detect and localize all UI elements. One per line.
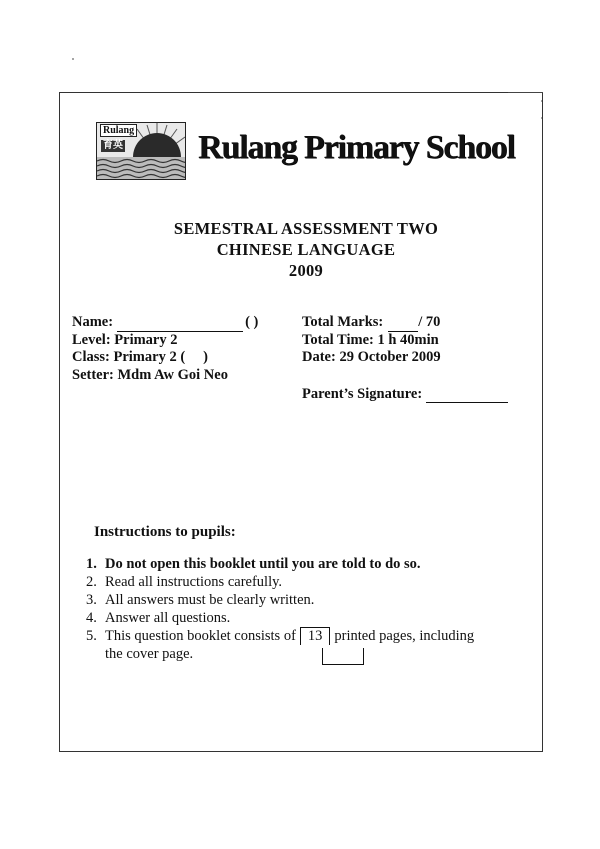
instruction-number: 2. (86, 574, 97, 590)
class-close-paren: ) (203, 349, 208, 365)
date-row: Date: 29 October 2009 (302, 349, 441, 365)
logo-text-chinese: 育英 (103, 140, 123, 151)
parent-signature-row (302, 386, 508, 403)
total-time-row: Total Time: 1 h 40min (302, 331, 439, 348)
instruction-item-continuation (86, 645, 536, 663)
name-row (72, 314, 258, 332)
name-blank[interactable] (117, 319, 243, 332)
instruction-number: 1. (86, 556, 97, 572)
school-name: Rulang Primary School (198, 129, 515, 166)
instruction-item (86, 591, 536, 609)
instruction-text: the cover page. (105, 646, 194, 662)
instruction-item (86, 627, 536, 645)
logo-text-english: Rulang (100, 124, 137, 137)
exam-details (302, 314, 441, 367)
instruction-text: All answers must be clearly written. (105, 592, 315, 608)
instruction-number: 3. (86, 592, 97, 608)
frame-tick (508, 92, 543, 96)
instructions-heading: Instructions to pupils: (94, 524, 236, 540)
scan-speck (72, 58, 74, 60)
instruction-text: Read all instructions carefully. (105, 574, 283, 590)
instructions-list (86, 555, 536, 663)
title-line-assessment: SEMESTRAL ASSESSMENT TWO (173, 219, 439, 238)
level-row: Level: Primary 2 (72, 331, 178, 348)
page-count-box: 13 (300, 627, 331, 645)
instruction-text: This question booklet consists of (105, 628, 296, 644)
total-marks-value: / 70 (418, 314, 441, 330)
class-label: Class: Primary 2 ( (72, 349, 186, 365)
title-line-subject: CHINESE LANGUAGE (216, 240, 396, 259)
page-count-box-bottom (322, 648, 364, 665)
parent-signature-blank[interactable] (426, 390, 508, 403)
assessment-title (0, 218, 600, 281)
total-marks-blank[interactable] (388, 319, 418, 332)
instruction-item (86, 555, 536, 573)
instruction-text: Do not open this booklet until you are told to do so. (105, 556, 421, 572)
class-row (72, 349, 258, 367)
total-marks-label: Total Marks: (302, 314, 384, 330)
index-number-paren: ( ) (245, 314, 259, 330)
instruction-text: Answer all questions. (105, 610, 231, 626)
pupil-details (72, 314, 258, 384)
setter-row: Setter: Mdm Aw Goi Neo (72, 366, 228, 383)
parent-signature-label: Parent’s Signature: (302, 386, 423, 402)
total-marks-row (302, 314, 441, 332)
instruction-number: 4. (86, 610, 97, 626)
school-logo (96, 122, 186, 180)
instruction-item (86, 609, 536, 627)
title-line-year: 2009 (288, 261, 324, 280)
school-header (96, 122, 516, 184)
name-label: Name: (72, 314, 114, 330)
instruction-item (86, 573, 536, 591)
instruction-number: 5. (86, 628, 97, 644)
instruction-text-continued: printed pages, including (334, 628, 475, 644)
